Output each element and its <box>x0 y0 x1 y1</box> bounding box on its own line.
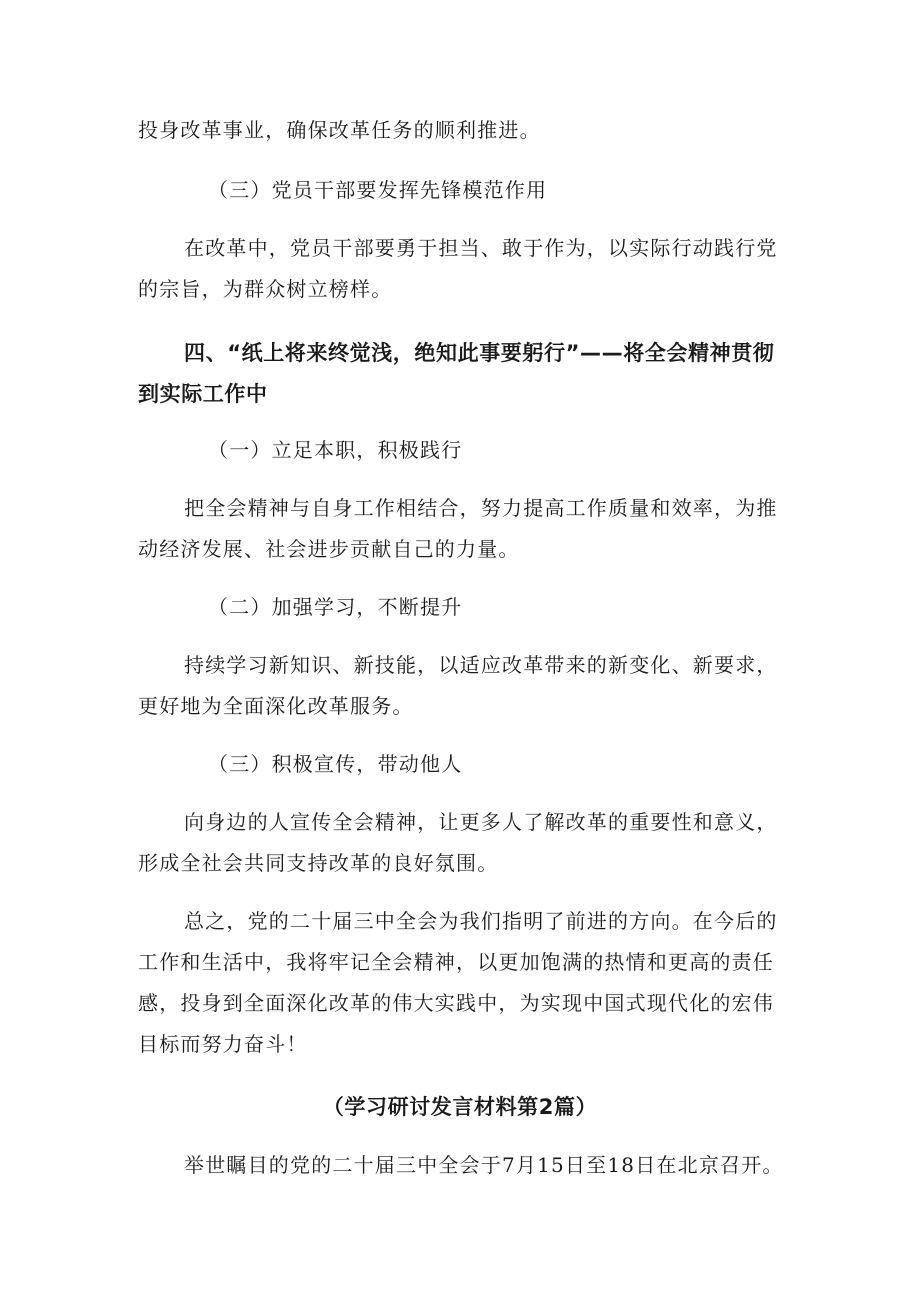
article-title: （学习研讨发言材料第2篇） <box>322 1095 598 1119</box>
paragraph-line: 把全会精神与自身工作相结合，努力提高工作质量和效率，为推 <box>184 496 778 520</box>
subsection-heading: （二）加强学习，不断提升 <box>208 595 463 619</box>
paragraph-line: 目标而努力奋斗！ <box>138 1032 308 1056</box>
section-heading-continued: 到实际工作中 <box>138 382 268 406</box>
paragraph-line: 总之，党的二十届三中全会为我们指明了前进的方向。在今后的 <box>184 909 778 933</box>
paragraph-line: 举世瞩目的党的二十届三中全会于7月15日至18日在北京召开。 <box>184 1153 784 1177</box>
subsection-heading: （三）积极宣传，带动他人 <box>208 752 463 776</box>
paragraph-line: 向身边的人宣传全会精神，让更多人了解改革的重要性和意义， <box>184 810 778 834</box>
section-heading: 四、“纸上将来终觉浅，绝知此事要躬行”——将全会精神贯彻 <box>184 341 775 365</box>
paragraph-line: 形成全社会共同支持改革的良好氛围。 <box>138 851 499 875</box>
subsection-heading: （一）立足本职，积极践行 <box>208 438 463 462</box>
paragraph-line: 更好地为全面深化改革服务。 <box>138 694 414 718</box>
paragraph-line: 的宗旨，为群众树立榜样。 <box>138 277 393 301</box>
paragraph-line: 在改革中，党员干部要勇于担当、敢于作为，以实际行动践行党 <box>184 236 778 260</box>
paragraph-line: 工作和生活中，我将牢记全会精神，以更加饱满的热情和更高的责任 <box>138 950 774 974</box>
paragraph-line: 投身改革事业，确保改革任务的顺利推进。 <box>138 118 541 142</box>
paragraph-line: 动经济发展、社会进步贡献自己的力量。 <box>138 537 520 561</box>
paragraph-line: 感，投身到全面深化改革的伟大实践中，为实现中国式现代化的宏伟 <box>138 991 774 1015</box>
paragraph-line: 持续学习新知识、新技能，以适应改革带来的新变化、新要求， <box>184 653 778 677</box>
subsection-heading: （三）党员干部要发挥先锋模范作用 <box>208 178 548 202</box>
